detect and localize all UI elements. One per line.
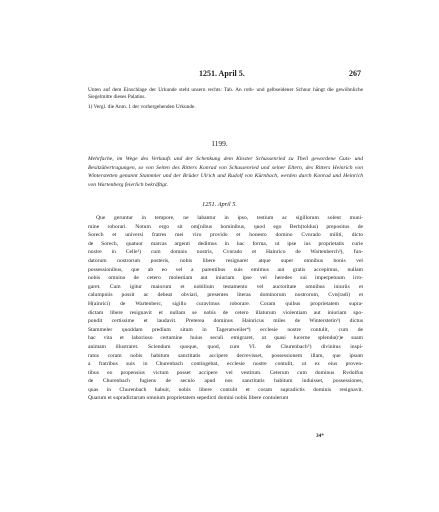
body-line: H(ainrici) de Wartenberc, sigillo curavimus roborare. Coram quibus proprietatem supra- [88,300,363,307]
document-summary: Mehrfache, im Wege des Verkaufs und der Schenkung dem Kloster Schussenried zu Theil gewordene Guts- und Besitzübertragungen, so von Seiten des Ritters Konrad von Schussenried und seiner Eltern, des Ritters Heinrich von Winterstetten genannt Stammler und der Brüder Ulrich und Rudolf von Kürnbach, werden durch Konrad und Heinrich von Wartenberg feierlich bekräftigt. [88,156,363,188]
body-line: mine roborari. Notum ergo sit om[nibus hominibus, quod ego Berh(toldus) prepositus de [88,223,363,230]
body-line: Stammeler quoddam predium situm in Tageratweiler⁴) ecclesie nostre contulit, cum de [88,326,363,333]
body-line: possessionibus, que ab eo vel a parentibus suis emimus aut gratis accepimus, nullam [88,266,363,273]
page-header [88,69,361,79]
document-dateline: 1251. April 5. [202,201,237,208]
header-date: 1251. April 5. [199,69,245,78]
body-line: datorum nostrorum posteris, nobis libere resignaret atque super omnibus bonis vel [88,257,363,264]
body-line: Que geruntur in tempore, ne labantur in ipso, testium ac sigillorum solent muni- [96,215,363,221]
body-line: de Sorech, quatuor marcas argenti dedimus in hac forma, ut ipse ius proprietatis curie [88,240,363,247]
body-line: garet. Cum igitur maiorum et nobilium testamento vel auctoritate omnibus iniuriis et [88,283,363,290]
document-number: 1199. [211,139,228,148]
body-line: calumpniis possit ac debeat obviari, presentes literas dominorum nostrorum, Cvn(radi) et [88,292,363,299]
footnote-seal: Unten auf dem Einschlage der Urkunde steht unsern rechts: Tab. An roth- und gelbseidener Schnur hängt die gewöhnliche Siegelmitte dieses Palatins. [88,87,363,100]
body-line: hac vita et laborioso certamine huius seculi emigraret, ut quasi lucerne splendo(r)e suam [88,335,363,342]
body-line: dictam libere resignavit et nullam se nobis de cetero illaturum violentiam aut iniuriam spo- [88,309,363,316]
body-line: Sorech et universi fratres mei viro provido et honesto domino Cvnrado militi, dicto [88,232,363,239]
body-line: de Churenbach fugiens de seculo apud nos sanctitatis habitum induisset, possessiones, [88,378,363,385]
page-number: 267 [349,69,361,78]
signature-mark: 34* [316,433,324,439]
body-line: ratus coram nobis habitum sanctitatis accipere decrevisset, possessionem illam, que ipsum [88,352,363,359]
document-body [88,214,363,403]
body-line: a fratribus suis in Churenbach contingebat, ecclesie nostre contulit, ut ex eius proven- [88,361,363,368]
body-line: tibus eo propensius victum posset accipere vel vestitum. Ceterum cum dominus Rvdolfus [88,369,363,376]
body-line: Quarum et supradictarum omnium proprietatem sepedicti domini nobis libere contulerunt [88,395,289,402]
body-line: animam illustraret. Sciendum quoque, quod, cum VI. de Churenbach⁵) divinitus inspi- [88,343,363,350]
body-line: pondit certissime et laudavit. Preterea dominus Hainricus miles de Winterstetin³) dictus [88,318,363,325]
body-line: nobis omnino de cetero molestiam aut iniuriam ipse vel heredes sui imperpetuum irro- [88,275,363,282]
body-line: quas in Churenbach habuit, nobis libere contulit et coram supradictis dominis resignavit. [88,386,363,393]
body-line: nostre in Celle¹) cum domnis nostris, Cvnrado et Hainrico de Wartenberch²), fun- [88,249,363,256]
footnote-reference: 1) Vergl. die Anm. 1 der vorhergehenden Urkunde. [88,104,196,110]
